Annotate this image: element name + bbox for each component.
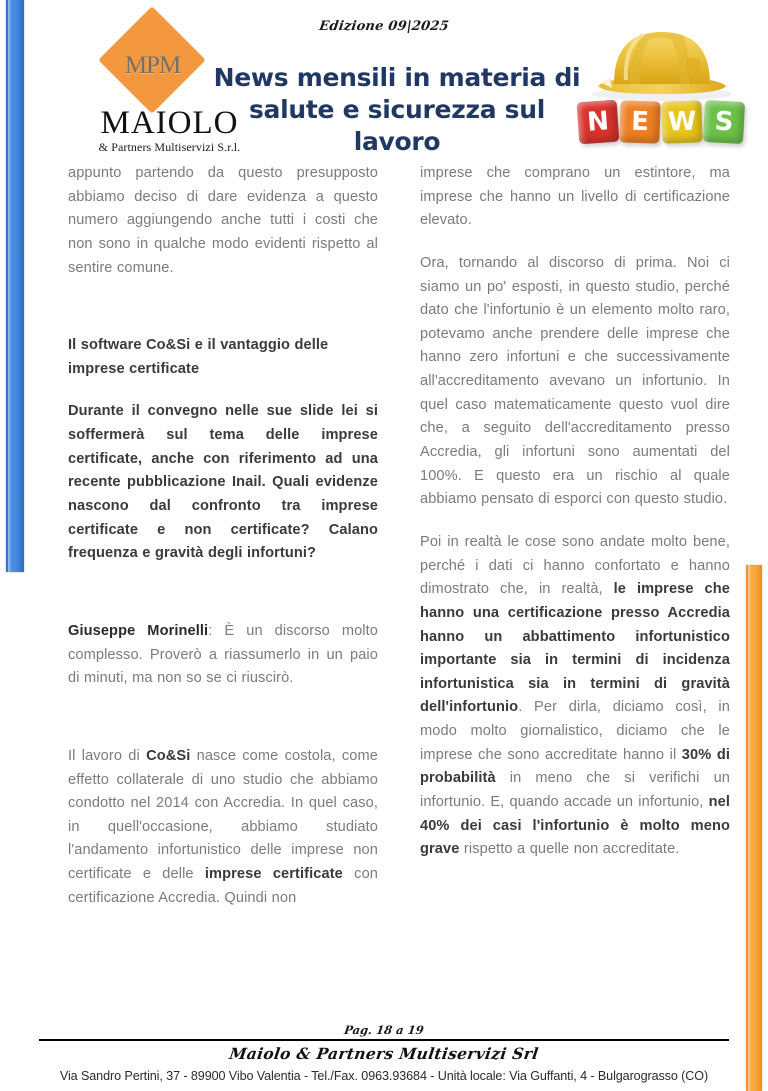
text-run-bold: Co&Si <box>146 747 191 764</box>
left-column <box>68 162 378 1000</box>
page-title-line2: salute e sicurezza sul lavoro <box>248 95 546 156</box>
news-artwork <box>570 14 750 149</box>
text-run: . Per dirla, diciamo così, in modo molto giornalistico, diciamo che le imprese che sono accreditate hanno il <box>420 699 730 763</box>
right-column <box>420 162 730 1000</box>
paragraph-study-exposure: Ora, tornando al discorso di prima. Noi ci siamo un po' esposti, in questo studio, perché dato che l'infortunio è un elemento molto raro, potevamo anche prendere delle imprese che hanno zero infortuni e che successivamente all'accreditamento avevano un infortunio. In quel caso matematicamente questo vuol dire che, a seguito dell'accreditamento presso Accredia, gli infortuni sono aumentati del 100%. E questo era un rischio al quale abbiamo pensato di esporci con questo studio. <box>420 254 730 508</box>
article-body <box>0 162 768 1000</box>
text-run: rispetto a quelle non accreditate. <box>459 841 680 858</box>
paragraph-continuation: appunto partendo da questo presupposto abbiamo deciso di dare evidenza a questo numero aggiungendo anche tutti i costi che non sono in qualche modo evidenti rispetto al sentire comune. <box>68 165 378 276</box>
page-footer <box>0 1023 768 1083</box>
answer-text: : È un discorso molto complesso. Proverò a riassumerlo in un paio di minuti, ma non so se ci riuscirò. <box>68 622 378 687</box>
interview-answer <box>68 620 378 691</box>
logo-company-subtitle: & Partners Multiservizi S.r.l. <box>98 140 241 154</box>
news-block-e: E <box>619 100 660 143</box>
text-run-bold: imprese certificate <box>204 866 343 883</box>
interview-question: Durante il convegno nelle sue slide lei si soffermerà sul tema delle imprese certificate, anche con riferimento ad una recente pubblicazione Inail. Quali evidenze nascono dal confronto tra imprese certificate e non certificate? Calano frequenza e gravità degli infortuni? <box>68 403 378 562</box>
page-title <box>212 62 582 158</box>
stat-40-percent: nel 40% dei casi l'infortunio è molto meno grave <box>420 794 730 858</box>
page-header <box>0 0 768 158</box>
hard-hat-icon <box>570 14 750 109</box>
footer-divider <box>39 1039 729 1041</box>
news-block-s: S <box>703 100 745 144</box>
section-heading: Il software Co&Si e il vantaggio delle imprese certificate <box>68 337 329 377</box>
logo-monogram: MPM <box>124 52 181 79</box>
text-run: Il lavoro di <box>68 747 147 764</box>
text-run: in meno che si verifichi un infortunio. E, quando accade un infortunio, <box>420 770 730 811</box>
speaker-name: Giuseppe Morinelli <box>68 622 209 639</box>
text-run: Poi in realtà le cose sono andate molto bene, perché i dati ci hanno confortato e hanno dimostrato che, in realtà, <box>420 533 730 598</box>
paragraph-results <box>420 531 730 862</box>
stat-30-percent: 30% di probabilità <box>420 746 730 787</box>
page-number: Pag. 18 a 19 <box>343 1023 425 1038</box>
text-run: nasce come costola, come effetto collaterale di uno studio che abbiamo condotto nel 2014 con Accredia. In quel caso, in quell'occasione, abbiamo studiato l'andamento infortunistico delle imprese non certificate e delle <box>68 747 378 883</box>
news-letter-blocks <box>578 101 744 143</box>
logo-company-name: MAIOLO <box>100 105 239 141</box>
text-run: con certificazione Accredia. Quindi non <box>68 866 378 906</box>
edition-label: Edizione 09|2025 <box>318 19 450 34</box>
text-run-bold: le imprese che hanno una certificazione presso Accredia hanno un abbattimento infortunistico importante sia in termini di incidenza infortunistica sia in termini di gravità dell'infortunio <box>420 581 730 716</box>
footer-address: Via Sandro Pertini, 37 - 89900 Vibo Valentia - Tel./Fax. 0963.93684 - Unità locale: Via Guffanti, 4 - Bulgarograsso (CO) <box>59 1069 709 1083</box>
news-block-w: W <box>661 100 702 143</box>
paragraph-certification-level: imprese che comprano un estintore, ma imprese che hanno un livello di certificazione elevato. <box>420 165 730 229</box>
page-title-line1: News mensili in materia di <box>213 63 581 92</box>
footer-company-name: Maiolo & Partners Multiservizi Srl <box>228 1044 540 1063</box>
paragraph-cosi-origin <box>68 745 378 910</box>
news-block-n: N <box>577 100 620 145</box>
